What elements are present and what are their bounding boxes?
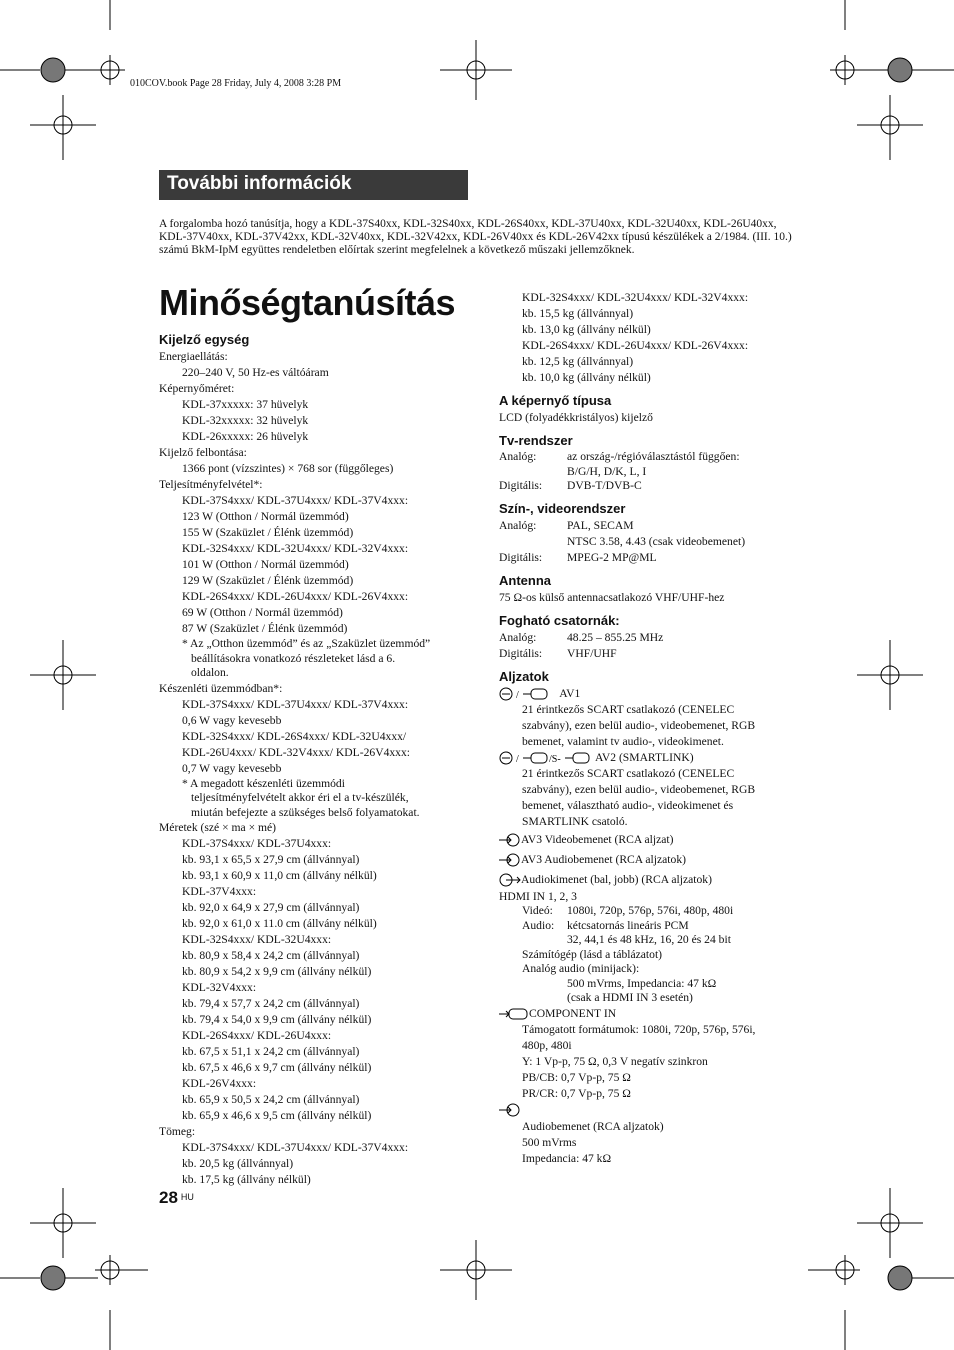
spec-line: KDL-26xxxxx: 26 hüvelyk <box>182 430 309 443</box>
audio-in-icon <box>499 853 521 867</box>
heading-screen-type: A képernyő típusa <box>499 393 612 408</box>
hdmi-audio-value: kétcsatornás lineáris PCM <box>567 918 689 932</box>
tv-analog-value: az ország-/régióválasztástól függően: <box>567 450 740 463</box>
av1-row <box>499 686 819 702</box>
spec-line: Képernyőméret: <box>159 382 235 395</box>
spec-line: kb. 65,9 x 46,6 x 9,5 cm (állvány nélkül) <box>182 1109 372 1122</box>
audio-in-desc: Impedancia: 47 kΩ <box>522 1151 612 1165</box>
spec-line: Tömeg: <box>159 1125 196 1138</box>
spec-line: KDL-26S4xxx/ KDL-26U4xxx/ KDL-26V4xxx: <box>182 590 409 603</box>
av1-label: AV1 <box>557 686 581 700</box>
spec-line: KDL-26U4xxx/ KDL-32V4xxx/ KDL-26V4xxx: <box>182 745 410 759</box>
component-row <box>499 1006 819 1022</box>
component-in-icon <box>499 1007 529 1021</box>
spec-line: oldalon. <box>191 666 229 679</box>
antenna-value: 75 Ω-os külső antennacsatlakozó VHF/UHF-hez <box>499 590 725 604</box>
audio-in-desc: 500 mVrms <box>522 1135 577 1149</box>
spec-line: kb. 17,5 kg (állvány nélkül) <box>182 1173 311 1186</box>
spec-line: kb. 80,9 x 58,4 x 24,2 cm (állvánnyal) <box>182 949 360 962</box>
spec-line: KDL-26S4xxx/ KDL-26U4xxx: <box>182 1029 332 1042</box>
spec-line: kb. 67,5 x 46,6 x 9,7 cm (állvány nélkül) <box>182 1061 372 1074</box>
svg-text:/: / <box>516 753 519 765</box>
left-spec-list <box>159 349 479 1188</box>
spec-line: beállításokra vonatkozó részleteket lásd a 6. <box>191 651 396 665</box>
screen-type: LCD (folyadékkristályos) kijelző <box>499 411 653 424</box>
audio-in-desc: Audiobemenet (RCA aljzatok) <box>522 1119 664 1133</box>
heading-color-system: Szín-, videorendszer <box>499 500 626 516</box>
av1-desc: bemenet, valamint tv audio-, videokimenet. <box>522 734 724 748</box>
spec-line: kb. 65,9 x 50,5 x 24,2 cm (állvánnyal) <box>182 1093 360 1106</box>
header-info: 010COV.book Page 28 Friday, July 4, 2008 3:28 PM <box>130 78 342 89</box>
spec-line: 1366 pont (vízszintes) × 768 sor (függőleges) <box>182 462 394 475</box>
spec-line: KDL-37V4xxx: <box>182 885 257 898</box>
banner-title: További információk <box>167 173 352 194</box>
spec-line: KDL-37S4xxx/ KDL-37U4xxx/ KDL-37V4xxx: <box>182 1141 409 1154</box>
spec-line: KDL-32xxxxx: 32 hüvelyk <box>182 414 309 427</box>
weight-line: kb. 13,0 kg (állvány nélkül) <box>522 323 651 336</box>
tv-analog-value-2: B/G/H, D/K, L, I <box>567 464 647 478</box>
spec-line: KDL-26V4xxx: <box>182 1077 257 1090</box>
spec-line: 101 W (Otthon / Normál üzemmód) <box>182 558 349 571</box>
spec-line: KDL-37xxxxx: 37 hüvelyk <box>182 398 309 411</box>
hdmi-video-label: Videó: <box>522 904 553 917</box>
color-analog-value: PAL, SECAM <box>567 518 634 532</box>
heading-display-unit: Kijelző egység <box>159 332 250 347</box>
spec-line: 129 W (Szaküzlet / Élénk üzemmód) <box>182 574 354 587</box>
hdmi-pc: Számítógép (lásd a táblázatot) <box>522 947 663 961</box>
scart-smartlink-icon <box>499 751 595 765</box>
spec-line: Teljesítményfelvétel*: <box>159 478 263 491</box>
channels-analog-label: Analóg: <box>499 630 537 644</box>
audio-in-row <box>499 1102 819 1119</box>
spec-line: kb. 79,4 x 57,7 x 24,2 cm (állvánnyal) <box>182 997 360 1010</box>
hdmi-video-value: 1080i, 720p, 576p, 576i, 480p, 480i <box>567 904 734 917</box>
heading-tv-system: Tv-rendszer <box>499 433 573 448</box>
spec-line: 123 W (Otthon / Normál üzemmód) <box>182 510 349 523</box>
hdmi-analog-value-2: (csak a HDMI IN 3 esetén) <box>567 991 693 1004</box>
weight-line: kb. 15,5 kg (állvánnyal) <box>522 307 634 320</box>
intro-paragraph: A forgalomba hozó tanúsítja, hogy a KDL-37S40xx, KDL-32S40xx, KDL-26S40xx, KDL-37U40xx, KDL-32U40xx, KDL-26U40xx, KDL-37V40xx, KDL-37V42xx, KDL-32V40xx, KDL-32V42xx, KDL-26V40xx és KDL-26V42xx típusú készülékek a 2/1984. (III. 10.) számú BkM-IpM együttes rendeletben előírtak szerint megfelelnek a következő műszaki jellemzőknek. <box>159 218 792 256</box>
svg-text:/S-: /S- <box>549 753 561 765</box>
av2-row <box>499 750 819 766</box>
component-desc: Támogatott formátumok: 1080i, 720p, 576p, 576i, <box>522 1022 756 1036</box>
av1-desc: 21 érintkezős SCART csatlakozó (CENELEC <box>522 702 735 716</box>
component-desc: Y: 1 Vp-p, 75 Ω, 0,3 V negatív szinkron <box>522 1054 708 1068</box>
right-column <box>499 290 819 1167</box>
hdmi-analog-value: 500 mVrms, Impedancia: 47 kΩ <box>567 976 717 990</box>
spec-line: kb. 79,4 x 54,0 x 9,9 cm (állvány nélkül) <box>182 1013 372 1026</box>
spec-line: kb. 80,9 x 54,2 x 9,9 cm (állvány nélkül) <box>182 965 372 978</box>
tv-digital-label: Digitális: <box>499 479 543 492</box>
component-desc: PB/CB: 0,7 Vp-p, 75 Ω <box>522 1070 631 1084</box>
scart-inout-icon <box>499 687 557 701</box>
component-label: COMPONENT IN <box>529 1006 617 1020</box>
section-banner <box>159 170 468 200</box>
channels-digital-value: VHF/UHF <box>567 646 617 660</box>
spec-line: kb. 93,1 x 65,5 x 27,9 cm (állvánnyal) <box>182 853 360 866</box>
spec-line: * Az „Otthon üzemmód” és az „Szaküzlet üzemmód” <box>182 637 431 650</box>
hdmi-title: HDMI IN 1, 2, 3 <box>499 889 577 903</box>
spec-line: 155 W (Szaküzlet / Élénk üzemmód) <box>182 526 354 539</box>
weight-line: kb. 12,5 kg (állvánnyal) <box>522 355 634 368</box>
av2-desc: szabvány), ezen belül audio-, videobemenet, RGB <box>522 782 756 796</box>
main-title: Minőségtanúsítás <box>159 282 456 323</box>
page-language: HU <box>180 1192 194 1202</box>
spec-line: KDL-32S4xxx/ KDL-32U4xxx: <box>182 933 332 946</box>
spec-line: KDL-32S4xxx/ KDL-26S4xxx/ KDL-32U4xxx/ <box>182 729 407 743</box>
av3-video-label: AV3 Videobemenet (RCA aljzat) <box>521 832 674 846</box>
audio-out-label: Audiokimenet (bal, jobb) (RCA aljzatok) <box>521 872 712 886</box>
color-digital-value: MPEG-2 MP@ML <box>567 550 657 564</box>
page-number <box>159 1188 194 1208</box>
left-column <box>159 325 479 1188</box>
spec-line: teljesítményfelvételt akkor éri el a tv-készülék, <box>191 791 409 804</box>
component-desc: 480p, 480i <box>522 1038 572 1052</box>
spec-line: KDL-37S4xxx/ KDL-37U4xxx/ KDL-37V4xxx: <box>182 697 409 711</box>
hdmi-audio-label: Audio: <box>522 918 555 932</box>
spec-line: 0,6 W vagy kevesebb <box>182 713 282 727</box>
spec-line: kb. 92,0 x 64,9 x 27,9 cm (állvánnyal) <box>182 901 360 914</box>
channels-analog-value: 48.25 – 855.25 MHz <box>567 630 664 644</box>
spec-line: Kijelző felbontása: <box>159 446 247 459</box>
hdmi-analog: Analóg audio (minijack): <box>522 962 640 975</box>
av2-desc: SMARTLINK csatoló. <box>522 814 628 828</box>
audio-out-row <box>499 870 819 890</box>
heading-antenna: Antenna <box>499 572 551 588</box>
spec-line: kb. 93,1 x 60,9 x 11,0 cm (állvány nélkül) <box>182 869 377 882</box>
spec-line: * A megadott készenléti üzemmódi <box>182 776 345 790</box>
svg-text:/: / <box>516 689 519 701</box>
spec-line: kb. 67,5 x 51,1 x 24,2 cm (állvánnyal) <box>182 1045 360 1058</box>
heading-channels: Fogható csatornák: <box>499 612 620 628</box>
spec-line: KDL-37S4xxx/ KDL-37U4xxx/ KDL-37V4xxx: <box>182 494 409 507</box>
av2-desc: 21 érintkezős SCART csatlakozó (CENELEC <box>522 766 735 780</box>
av1-desc: szabvány), ezen belül audio-, videobemenet, RGB <box>522 718 756 732</box>
spec-line: KDL-37S4xxx/ KDL-37U4xxx: <box>182 837 332 850</box>
audio-out-icon <box>499 873 521 887</box>
weight-line: kb. 10,0 kg (állvány nélkül) <box>522 371 651 384</box>
av3-audio-label: AV3 Audiobemenet (RCA aljzatok) <box>521 852 686 866</box>
tv-digital-value: DVB-T/DVB-C <box>567 479 642 492</box>
color-analog-label: Analóg: <box>499 518 537 532</box>
spec-line: miután befejezte a szükséges belső folyamatokat. <box>191 805 420 819</box>
av2-label: AV2 (SMARTLINK) <box>595 750 694 764</box>
spec-line: 0,7 W vagy kevesebb <box>182 761 282 775</box>
page-number-value: 28 <box>159 1188 178 1207</box>
channels-digital-label: Digitális: <box>499 646 543 660</box>
spec-line: kb. 92,0 x 61,0 x 11.0 cm (állvány nélkül) <box>182 917 377 930</box>
video-in-icon <box>499 833 521 847</box>
hdmi-audio-value-2: 32, 44,1 és 48 kHz, 16, 20 és 24 bit <box>567 933 731 946</box>
color-digital-label: Digitális: <box>499 550 543 564</box>
audio-in-icon-2 <box>499 1103 521 1117</box>
spec-line: Energiaellátás: <box>159 350 228 363</box>
spec-line: 69 W (Otthon / Normál üzemmód) <box>182 606 343 619</box>
av2-desc: bemenet, választható audio-, videokimenet és <box>522 798 734 812</box>
spec-line: Méretek (szé × ma × mé) <box>159 821 277 834</box>
component-desc: PR/CR: 0,7 Vp-p, 75 Ω <box>522 1086 631 1100</box>
av3-audio-row <box>499 850 819 870</box>
av3-video-row <box>499 830 819 850</box>
spec-line: 87 W (Szaküzlet / Élénk üzemmód) <box>182 622 348 635</box>
spec-line: Készenléti üzemmódban*: <box>159 681 283 695</box>
color-analog-value-2: NTSC 3.58, 4.43 (csak videobemenet) <box>567 534 746 548</box>
heading-jacks: Aljzatok <box>499 668 549 684</box>
tv-analog-label: Analóg: <box>499 450 537 463</box>
spec-line: 220–240 V, 50 Hz-es váltóáram <box>182 366 329 379</box>
spec-line: KDL-32V4xxx: <box>182 981 257 994</box>
weight-line: KDL-26S4xxx/ KDL-26U4xxx/ KDL-26V4xxx: <box>522 339 749 352</box>
spec-line: KDL-32S4xxx/ KDL-32U4xxx/ KDL-32V4xxx: <box>182 542 409 555</box>
spec-line: kb. 20,5 kg (állvánnyal) <box>182 1157 294 1170</box>
weight-line: KDL-32S4xxx/ KDL-32U4xxx/ KDL-32V4xxx: <box>522 291 749 304</box>
